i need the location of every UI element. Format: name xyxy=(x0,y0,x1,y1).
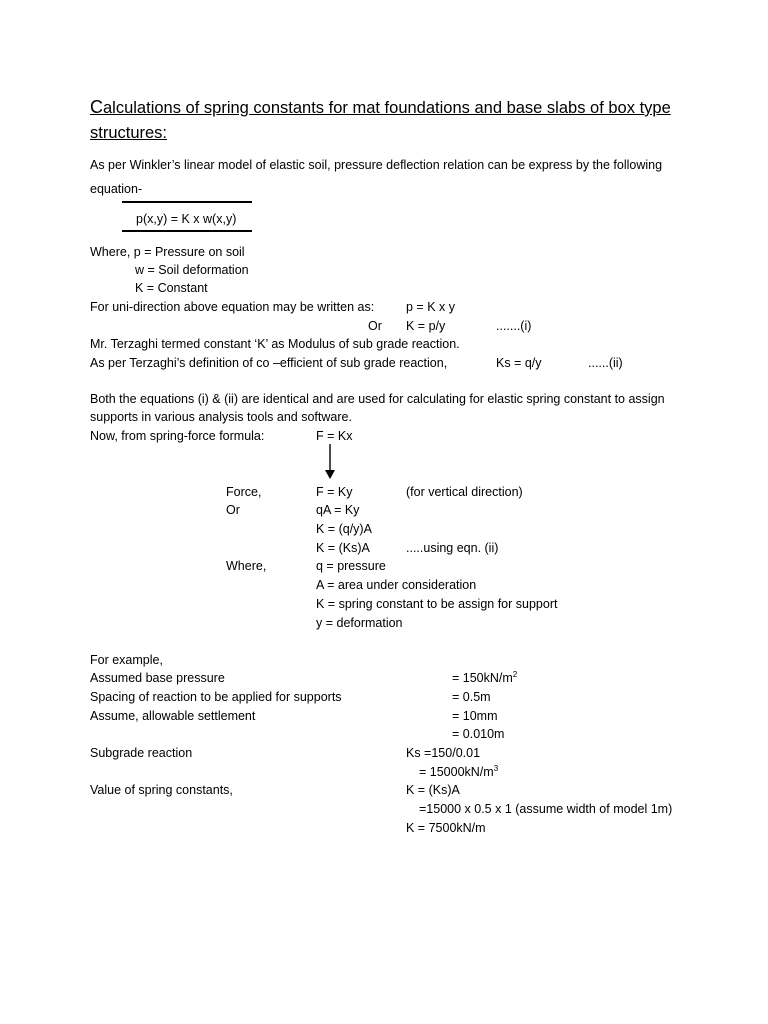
k-definition: K = spring constant to be assign for support xyxy=(316,597,558,611)
where-label: Where, xyxy=(226,559,267,573)
force-note: (for vertical direction) xyxy=(406,485,523,499)
both-line-2: supports in various analysis tools and software. xyxy=(90,410,352,424)
example-row-1-label: Assumed base pressure xyxy=(90,671,225,685)
k-eq-2-note: .....using eqn. (ii) xyxy=(406,541,499,555)
both-line-3: Now, from spring-force formula: xyxy=(90,429,265,443)
base-pressure-unit-power: 2 xyxy=(512,669,518,679)
example-row-3-label: Assume, allowable settlement xyxy=(90,709,256,723)
where-w: w = Soil deformation xyxy=(135,263,249,277)
down-arrow-icon xyxy=(322,444,338,480)
both-line-1: Both the equations (i) & (ii) are identical and are used for calculating for elastic spring constant to assign xyxy=(90,392,665,406)
title-text: alculations of spring constants for mat foundations and base slabs of box type structures: xyxy=(90,99,671,142)
example-row-3-value: = 10mm xyxy=(452,709,498,723)
document-title xyxy=(90,95,690,146)
example-row-3-value-2: = 0.010m xyxy=(452,727,505,741)
uni-direction-text: For uni-direction above equation may be written as: xyxy=(90,300,375,314)
terzaghi-line-2: As per Terzaghi’s definition of co –efficient of sub grade reaction, xyxy=(90,356,448,370)
spring-force-eq: F = Kx xyxy=(316,429,353,443)
intro-line-2: equation- xyxy=(90,182,143,196)
terzaghi-eq: Ks = q/y xyxy=(496,356,542,370)
intro-line-1: As per Winkler’s linear model of elastic soil, pressure deflection relation can be express by the following xyxy=(90,158,663,172)
example-row-5-label: Value of spring constants, xyxy=(90,783,233,797)
y-definition: y = deformation xyxy=(316,616,403,630)
equation-ref-ii: ......(ii) xyxy=(588,356,623,370)
terzaghi-line-1: Mr. Terzaghi termed constant ‘K’ as Modulus of sub grade reaction. xyxy=(90,337,460,351)
example-row-4-value: Ks =150/0.01 xyxy=(406,746,481,760)
example-row-5-value-2: =15000 x 0.5 x 1 (assume width of model 1m) xyxy=(419,802,673,816)
k-eq-2: K = (Ks)A xyxy=(316,541,370,555)
base-pressure-value: = 150kN/m xyxy=(452,671,513,685)
force-eq: F = Ky xyxy=(316,485,353,499)
example-row-1-value xyxy=(452,670,517,686)
force-label: Force, xyxy=(226,485,262,499)
example-row-5-value: K = (Ks)A xyxy=(406,783,460,797)
uni-direction-or: Or xyxy=(368,319,382,333)
equation-top-rule xyxy=(122,201,252,203)
qa-eq: qA = Ky xyxy=(316,503,360,517)
or-label: Or xyxy=(226,503,240,517)
uni-direction-eq2: K = p/y xyxy=(406,319,446,333)
example-row-2-value: = 0.5m xyxy=(452,690,491,704)
a-definition: A = area under consideration xyxy=(316,578,477,592)
subgrade-reaction-value: = 15000kN/m xyxy=(419,765,494,779)
k-eq-1: K = (q/y)A xyxy=(316,522,372,536)
boxed-equation: p(x,y) = K x w(x,y) xyxy=(136,212,237,226)
equation-bottom-rule xyxy=(122,230,252,232)
title-first-letter: C xyxy=(90,97,103,117)
example-heading: For example, xyxy=(90,653,163,667)
example-row-4-label: Subgrade reaction xyxy=(90,746,193,760)
subgrade-reaction-unit-power: 3 xyxy=(493,763,499,773)
where-p: Where, p = Pressure on soil xyxy=(90,245,245,259)
where-k: K = Constant xyxy=(135,281,208,295)
uni-direction-eq: p = K x y xyxy=(406,300,455,314)
example-row-2-label: Spacing of reaction to be applied for supports xyxy=(90,690,342,704)
example-row-5-value-3: K = 7500kN/m xyxy=(406,821,486,835)
equation-ref-i: .......(i) xyxy=(496,319,532,333)
example-row-4-value-2 xyxy=(419,764,498,780)
q-definition: q = pressure xyxy=(316,559,386,573)
